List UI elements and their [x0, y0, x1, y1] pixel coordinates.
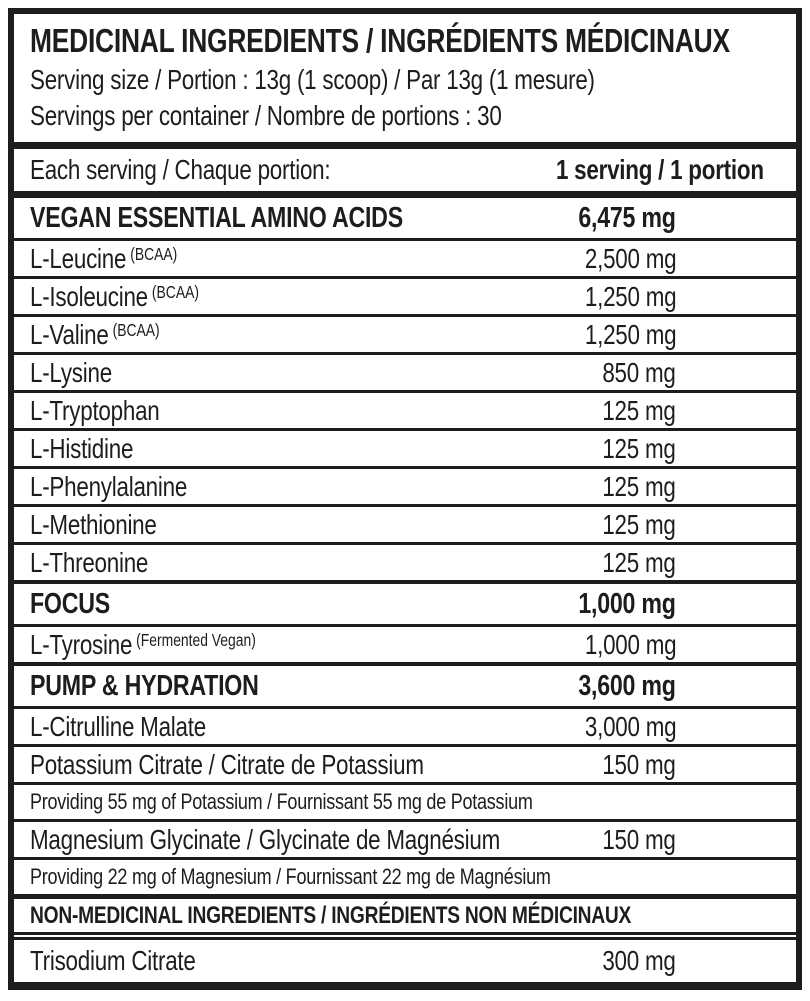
ingredient-name: NON-MEDICINAL INGREDIENTS / INGRÉDIENTS NON MÉDICINAUX: [30, 901, 632, 929]
ingredient-amount: 125 mg: [602, 432, 676, 464]
page-title-text: MEDICINAL INGREDIENTS / INGRÉDIENTS MÉDICINAUX: [30, 22, 730, 59]
row-l-tryptophan: [14, 390, 796, 428]
ingredient-name-cell: [30, 509, 476, 541]
serving-size-line: [30, 62, 780, 98]
ingredient-amount-cell: [476, 471, 676, 503]
ingredient-name-cell: [30, 945, 476, 977]
ingredient-amount-cell: [476, 509, 676, 541]
ingredient-name: L-Citrulline Malate: [30, 710, 206, 742]
ingredient-amount: 850 mg: [602, 356, 676, 388]
ingredient-amount: 1,000 mg: [578, 587, 676, 620]
ingredient-amount-cell: [476, 243, 676, 275]
ingredient-name: L-Valine: [30, 318, 109, 350]
ingredient-name: L-Lysine: [30, 356, 112, 388]
ingredient-amount: 125 mg: [602, 394, 676, 426]
row-providing-22-mg-of-magnesium-fournissant-22-mg-de-magnesium: [14, 857, 796, 894]
divider-thick-bar-bottom: [14, 191, 796, 198]
ingredient-amount: 6,475 mg: [578, 201, 676, 234]
ingredient-name: VEGAN ESSENTIAL AMINO ACIDS: [30, 201, 403, 234]
ingredient-name: L-Leucine: [30, 242, 127, 274]
ingredient-name: Magnesium Glycinate / Glycinate de Magnésium: [30, 823, 501, 855]
each-serving-row: [14, 149, 796, 191]
ingredient-amount: 1,250 mg: [584, 280, 676, 312]
row-l-phenylalanine: [14, 466, 796, 504]
ingredient-amount-cell: [476, 749, 676, 781]
ingredient-note: (Fermented Vegan): [136, 630, 256, 651]
ingredient-note: (BCAA): [112, 320, 160, 341]
ingredient-amount-cell: [476, 202, 676, 235]
ingredient-amount: 125 mg: [602, 470, 676, 502]
ingredient-name-cell: [30, 789, 784, 815]
ingredient-name-cell: [30, 319, 476, 351]
ingredient-table: [14, 198, 796, 982]
ingredient-name: Trisodium Citrate: [30, 945, 196, 976]
ingredient-name: L-Phenylalanine: [30, 470, 188, 502]
row-non-medicinal-ingredients-ingredients-non-medicinaux: [14, 894, 796, 932]
each-serving-label: Each serving / Chaque portion:: [30, 154, 331, 185]
ingredient-name-cell: [30, 749, 476, 781]
ingredient-note: (BCAA): [151, 282, 199, 303]
ingredient-name: L-Methionine: [30, 508, 157, 540]
ingredient-name: PUMP & HYDRATION: [30, 669, 259, 702]
supplement-facts-panel: [8, 8, 802, 990]
ingredient-name-cell: [30, 243, 476, 275]
ingredient-name-cell: [30, 902, 784, 930]
row-l-histidine: [14, 428, 796, 466]
row-l-citrulline-malate: [14, 706, 796, 744]
row-providing-55-mg-of-potassium-fournissant-55-mg-de-potassium: [14, 782, 796, 819]
ingredient-amount-cell: [476, 945, 676, 977]
row-pump-hydration: [14, 662, 796, 706]
panel-header: [14, 14, 796, 142]
page-title: [30, 20, 780, 62]
ingredient-amount: 125 mg: [602, 508, 676, 540]
ingredient-name: L-Isoleucine: [30, 280, 148, 312]
row-l-threonine: [14, 542, 796, 580]
ingredient-name: L-Histidine: [30, 432, 134, 464]
ingredient-amount-cell: [476, 281, 676, 313]
ingredient-note: (BCAA): [130, 244, 178, 265]
ingredient-amount-cell: [476, 824, 676, 856]
ingredient-name-cell: [30, 547, 476, 579]
ingredient-amount: 125 mg: [602, 546, 676, 578]
ingredient-name-cell: [30, 395, 476, 427]
ingredient-name-cell: [30, 711, 476, 743]
ingredient-amount-cell: [476, 319, 676, 351]
ingredient-amount-cell: [476, 433, 676, 465]
ingredient-name-cell: [30, 864, 784, 890]
ingredient-name-cell: [30, 281, 476, 313]
row-l-valine: [14, 314, 796, 352]
row-magnesium-glycinate-glycinate-de-magnesium: [14, 819, 796, 857]
row-l-lysine: [14, 352, 796, 390]
row-trisodium-citrate: [14, 932, 796, 982]
ingredient-amount: 3,000 mg: [584, 710, 676, 742]
ingredient-amount-cell: [476, 711, 676, 743]
ingredient-amount-cell: [476, 395, 676, 427]
ingredient-amount: 300 mg: [602, 945, 676, 976]
ingredient-name-cell: [30, 823, 501, 856]
serving-size-text: Serving size / Portion : 13g (1 scoop) / Par 13g (1 mesure): [30, 64, 595, 95]
ingredient-name-cell: [30, 670, 476, 703]
ingredient-name: Providing 55 mg of Potassium / Fournissant 55 mg de Potassium: [30, 789, 533, 814]
divider-thick-bar-top: [14, 142, 796, 149]
row-l-methionine: [14, 504, 796, 542]
row-l-leucine: [14, 238, 796, 276]
ingredient-amount-cell: [476, 357, 676, 389]
ingredient-name: L-Tyrosine: [30, 628, 133, 660]
ingredient-amount: 150 mg: [602, 823, 676, 855]
ingredient-name-cell: [30, 471, 476, 503]
row-l-isoleucine: [14, 276, 796, 314]
ingredient-amount-cell: [476, 670, 676, 703]
servings-per-container-text: Servings per container / Nombre de portions : 30: [30, 100, 502, 131]
ingredient-name: Potassium Citrate / Citrate de Potassium: [30, 748, 424, 780]
ingredient-amount: 1,000 mg: [584, 628, 676, 660]
row-potassium-citrate-citrate-de-potassium: [14, 744, 796, 782]
ingredient-amount: 2,500 mg: [584, 242, 676, 274]
row-focus: [14, 580, 796, 624]
each-serving-value-cell: [504, 154, 764, 186]
row-vegan-essential-amino-acids: [14, 198, 796, 238]
ingredient-amount-cell: [476, 547, 676, 579]
ingredient-amount: 150 mg: [602, 748, 676, 780]
ingredient-name-cell: [30, 588, 476, 621]
ingredient-name: L-Threonine: [30, 546, 149, 578]
ingredient-amount-cell: [476, 629, 676, 661]
each-serving-label-cell: [30, 154, 504, 186]
row-l-tyrosine: [14, 624, 796, 662]
ingredient-name-cell: [30, 202, 476, 235]
ingredient-name: Providing 22 mg of Magnesium / Fournissant 22 mg de Magnésium: [30, 864, 551, 889]
ingredient-name: L-Tryptophan: [30, 394, 160, 426]
ingredient-name: FOCUS: [30, 587, 111, 620]
ingredient-name-cell: [30, 433, 476, 465]
ingredient-name-cell: [30, 629, 476, 661]
each-serving-value: 1 serving / 1 portion: [556, 154, 764, 185]
ingredient-amount: 1,250 mg: [584, 318, 676, 350]
ingredient-amount-cell: [476, 588, 676, 621]
ingredient-amount: 3,600 mg: [578, 669, 676, 702]
ingredient-name-cell: [30, 357, 476, 389]
servings-per-container-line: [30, 98, 780, 134]
